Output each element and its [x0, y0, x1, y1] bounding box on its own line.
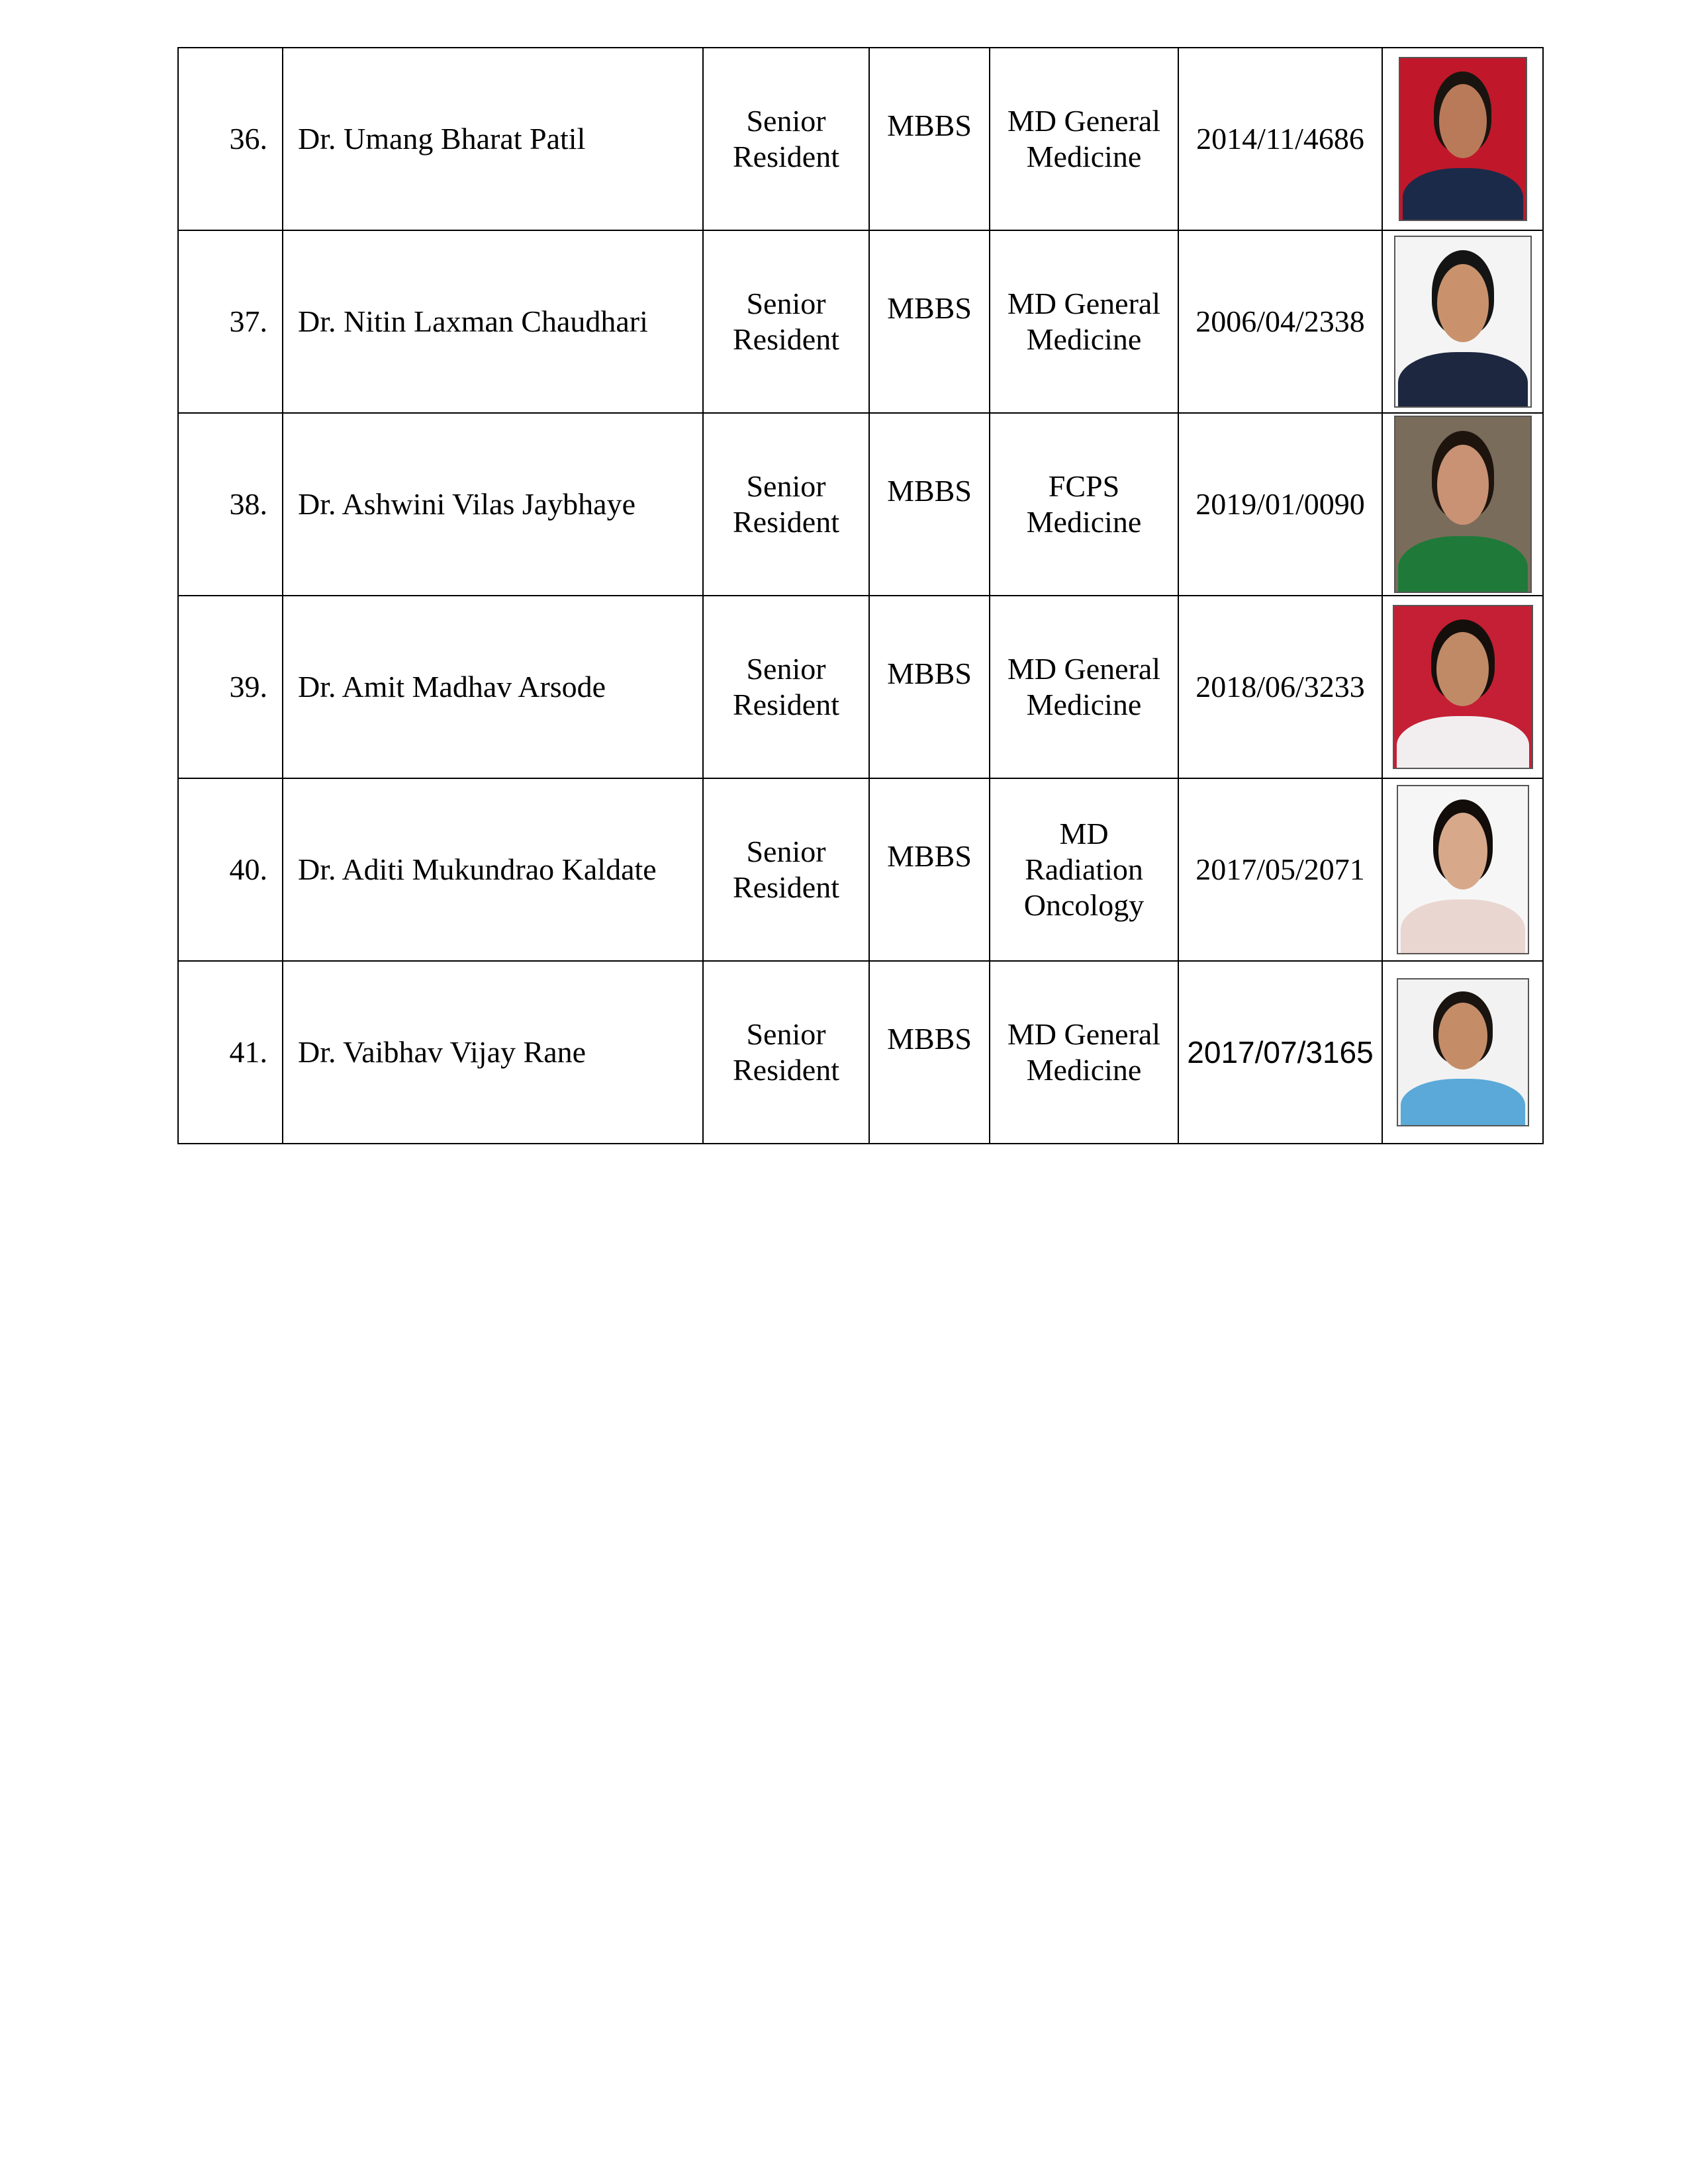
- pg-line: Oncology: [1023, 888, 1145, 922]
- photo-cell: [1382, 48, 1543, 230]
- staff-table: [177, 47, 1544, 1144]
- pg-line: Medicine: [1026, 1053, 1142, 1087]
- designation-line: Resident: [733, 322, 839, 356]
- doctor-name: Dr. Umang Bharat Patil: [283, 48, 703, 230]
- registration-number: 2017/05/2071: [1178, 778, 1382, 961]
- ug-qualification: MBBS: [869, 48, 990, 230]
- registration-number: 2018/06/3233: [1178, 596, 1382, 778]
- photo-shoulders: [1403, 168, 1523, 221]
- photo-face: [1436, 632, 1489, 706]
- pg-line: FCPS: [1048, 469, 1120, 503]
- pg-line: MD General: [1007, 652, 1161, 686]
- doctor-photo: [1394, 416, 1532, 593]
- serial-number: 36.: [178, 48, 283, 230]
- designation-line: Resident: [733, 1053, 839, 1087]
- photo-cell: [1382, 413, 1543, 596]
- registration-number: 2017/07/3165: [1178, 961, 1382, 1144]
- pg-line: MD General: [1007, 287, 1161, 320]
- table-row: [178, 413, 1543, 596]
- photo-face: [1438, 1003, 1487, 1069]
- designation-line: Resident: [733, 505, 839, 539]
- doctor-name: Dr. Ashwini Vilas Jaybhaye: [283, 413, 703, 596]
- doctor-photo: [1399, 57, 1527, 221]
- pg-line: Medicine: [1026, 322, 1142, 356]
- ug-qualification: MBBS: [869, 961, 990, 1144]
- pg-qualification: [990, 413, 1178, 596]
- designation: [703, 230, 869, 413]
- pg-qualification: [990, 778, 1178, 961]
- table-row: [178, 230, 1543, 413]
- doctor-photo: [1393, 605, 1533, 769]
- table-row: [178, 596, 1543, 778]
- designation: [703, 413, 869, 596]
- serial-number: 37.: [178, 230, 283, 413]
- photo-cell: [1382, 778, 1543, 961]
- designation-line: Resident: [733, 140, 839, 173]
- serial-number: 38.: [178, 413, 283, 596]
- doctor-name: Dr. Aditi Mukundrao Kaldate: [283, 778, 703, 961]
- designation-line: Senior: [746, 469, 826, 503]
- registration-number: 2019/01/0090: [1178, 413, 1382, 596]
- doctor-photo: [1394, 236, 1532, 408]
- pg-line: Medicine: [1026, 505, 1142, 539]
- designation: [703, 596, 869, 778]
- ug-qualification: MBBS: [869, 413, 990, 596]
- photo-face: [1437, 264, 1489, 342]
- photo-cell: [1382, 596, 1543, 778]
- doctor-name: Dr. Nitin Laxman Chaudhari: [283, 230, 703, 413]
- doctor-name: Dr. Amit Madhav Arsode: [283, 596, 703, 778]
- designation-line: Senior: [746, 652, 826, 686]
- photo-shoulders: [1401, 899, 1525, 954]
- designation-line: Resident: [733, 688, 839, 721]
- ug-qualification: MBBS: [869, 596, 990, 778]
- pg-qualification: [990, 48, 1178, 230]
- pg-line: MD General: [1007, 104, 1161, 138]
- pg-line: Medicine: [1026, 688, 1142, 721]
- designation-line: Senior: [746, 287, 826, 320]
- designation-line: Senior: [746, 104, 826, 138]
- photo-cell: [1382, 961, 1543, 1144]
- photo-shoulders: [1397, 716, 1529, 769]
- doctor-photo: [1397, 785, 1529, 954]
- table-row: [178, 778, 1543, 961]
- designation: [703, 778, 869, 961]
- serial-number: 40.: [178, 778, 283, 961]
- pg-qualification: [990, 961, 1178, 1144]
- pg-line: MD General: [1007, 1017, 1161, 1051]
- pg-line: MD: [1059, 817, 1109, 850]
- doctor-name: Dr. Vaibhav Vijay Rane: [283, 961, 703, 1144]
- table-row: [178, 48, 1543, 230]
- photo-face: [1439, 84, 1487, 158]
- photo-face: [1437, 445, 1489, 525]
- registration-number: 2014/11/4686: [1178, 48, 1382, 230]
- designation: [703, 961, 869, 1144]
- designation-line: Senior: [746, 835, 826, 868]
- photo-cell: [1382, 230, 1543, 413]
- photo-shoulders: [1398, 352, 1528, 408]
- serial-number: 39.: [178, 596, 283, 778]
- photo-shoulders: [1398, 536, 1528, 593]
- doctor-photo: [1397, 978, 1529, 1126]
- pg-line: Radiation: [1025, 852, 1143, 886]
- designation-line: Resident: [733, 870, 839, 904]
- photo-shoulders: [1401, 1079, 1525, 1126]
- table-row: [178, 961, 1543, 1144]
- pg-qualification: [990, 596, 1178, 778]
- designation-line: Senior: [746, 1017, 826, 1051]
- serial-number: 41.: [178, 961, 283, 1144]
- registration-number: 2006/04/2338: [1178, 230, 1382, 413]
- ug-qualification: MBBS: [869, 778, 990, 961]
- photo-face: [1438, 813, 1487, 889]
- pg-line: Medicine: [1026, 140, 1142, 173]
- designation: [703, 48, 869, 230]
- staff-table-body: [178, 48, 1543, 1144]
- ug-qualification: MBBS: [869, 230, 990, 413]
- pg-qualification: [990, 230, 1178, 413]
